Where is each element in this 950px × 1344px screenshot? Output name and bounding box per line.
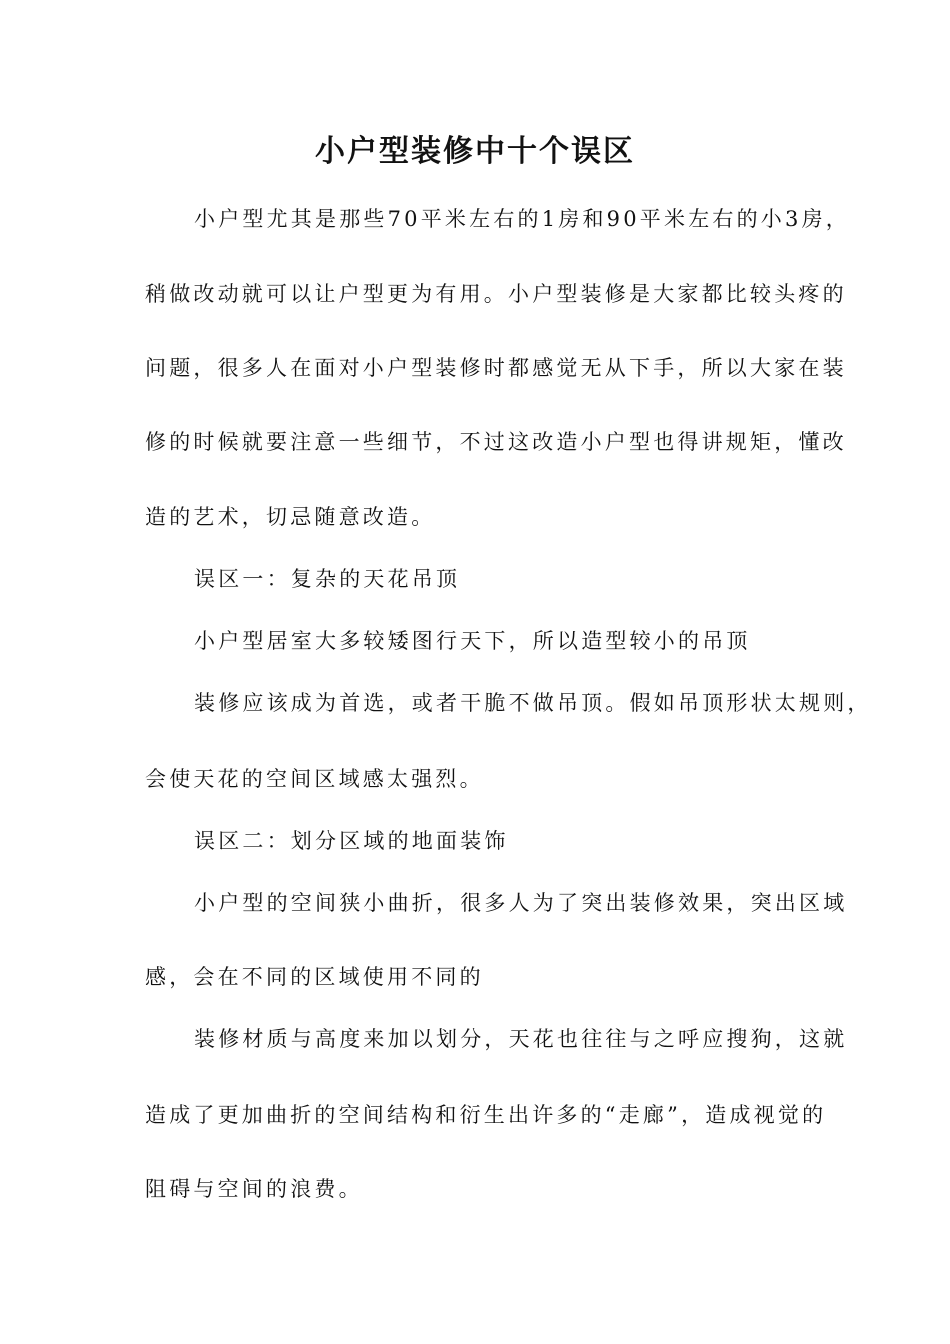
paragraph-line: 阻碍与空间的浪费。	[145, 1177, 363, 1201]
paragraph-line: 感，会在不同的区域使用不同的	[145, 965, 484, 989]
paragraph-line: 造的艺术，切忌随意改造。	[145, 505, 436, 529]
paragraph-line: 小户型尤其是那些70平米左右的1房和90平米左右的小3房，	[194, 207, 850, 231]
paragraph-line: 小户型的空间狭小曲折，很多人为了突出装修效果，突出区域	[194, 891, 848, 915]
paragraph-line: 会使天花的空间区域感太强烈。	[145, 767, 484, 791]
paragraph-line: 装修材质与高度来加以划分，天花也往往与之呼应搜狗，这就	[194, 1027, 848, 1051]
paragraph-line: 装修应该成为首选，或者干脆不做吊顶。假如吊顶形状太规则，	[194, 691, 872, 715]
paragraph-line: 修的时候就要注意一些细节，不过这改造小户型也得讲规矩，懂改	[145, 430, 847, 454]
paragraph-line: 稍做改动就可以让户型更为有用。小户型装修是大家都比较头疼的	[145, 282, 847, 306]
paragraph-line: 问题，很多人在面对小户型装修时都感觉无从下手，所以大家在装	[145, 356, 847, 380]
paragraph-line: 小户型居室大多较矮图行天下，所以造型较小的吊顶	[194, 629, 751, 653]
section-heading: 误区二：划分区域的地面装饰	[194, 829, 509, 853]
document-title: 小户型装修中十个误区	[315, 134, 635, 169]
section-heading: 误区一：复杂的天花吊顶	[194, 567, 461, 591]
paragraph-line: 造成了更加曲折的空间结构和衍生出许多的“走廊”，造成视觉的	[145, 1103, 827, 1127]
